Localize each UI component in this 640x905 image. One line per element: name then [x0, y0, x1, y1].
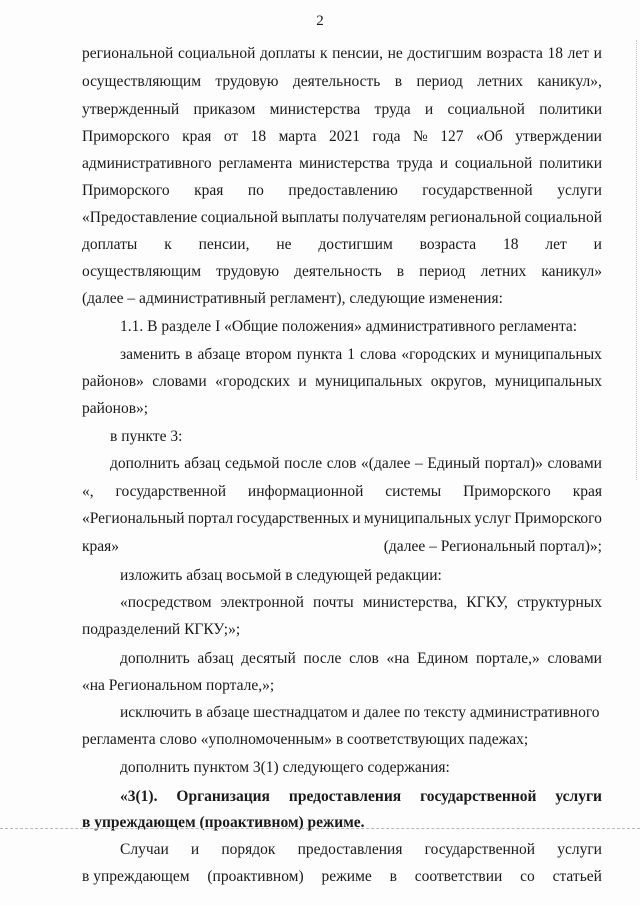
word: № [412, 128, 428, 145]
text-line: в упреждающем (проактивном) режиме. [82, 814, 365, 831]
word: услуги [557, 841, 602, 858]
text-line [82, 867, 602, 887]
word: в упреждающем [82, 868, 190, 885]
word: пенсии, [332, 45, 383, 62]
word: Приморского [82, 182, 170, 199]
word: после [303, 650, 342, 667]
word: и [424, 101, 434, 118]
word: «Об [475, 128, 503, 145]
word: и [298, 373, 307, 390]
word: летних [477, 73, 524, 90]
text-line [82, 154, 602, 174]
text-line: районов»; [82, 400, 149, 417]
text-line [120, 593, 602, 613]
text-line [82, 482, 602, 502]
word: получателям [342, 209, 427, 226]
word: заменить [120, 346, 181, 363]
word: административного [82, 155, 212, 172]
word: и [439, 155, 448, 172]
word: Едином [417, 650, 469, 667]
word: 18 [502, 236, 519, 253]
word: достигшим [318, 236, 393, 253]
word: слов [326, 455, 357, 472]
word: услуги [557, 182, 602, 199]
word: предоставлению [288, 182, 398, 199]
text-line [82, 372, 602, 392]
word: 127 [440, 128, 464, 145]
word: слова [360, 346, 397, 363]
word: соответствии [414, 868, 503, 885]
word: структурных [516, 594, 602, 611]
word: и [352, 510, 361, 527]
text-line: регламента слово «уполномоченным» в соответствующих падежах; [82, 731, 529, 748]
word: социальной [177, 45, 256, 62]
word: и [190, 841, 200, 858]
word: «(далее [361, 455, 411, 472]
word: (проактивном) [207, 868, 304, 885]
text-line [82, 509, 602, 529]
word: втором [245, 346, 292, 363]
word: государственной [424, 841, 536, 858]
word: марта [278, 128, 317, 145]
word: возраста [486, 45, 543, 62]
word: информационной [247, 483, 364, 500]
word: региональной [429, 209, 522, 226]
word: пункта [296, 346, 343, 363]
text-line: в пункте 3: [110, 428, 183, 445]
text-line: подразделений КГКУ;»; [82, 621, 241, 638]
word: социальной [200, 209, 279, 226]
word: государственной [422, 182, 533, 199]
word: «Региональный [82, 510, 185, 527]
word: регламента [218, 155, 293, 172]
word: 18 [547, 45, 563, 62]
word: труда [396, 155, 433, 172]
word: абзац [197, 650, 234, 667]
word: словами [547, 650, 602, 667]
word: Единый [427, 455, 481, 472]
word: системы [385, 483, 442, 500]
word: в [396, 263, 405, 280]
text-line [82, 537, 602, 557]
word: и [481, 346, 490, 363]
word: министерства [299, 155, 390, 172]
word: почты [313, 594, 354, 611]
word: деятельность [294, 263, 382, 280]
word: «городских [401, 346, 477, 363]
word: труда [374, 101, 411, 118]
word: 1 [347, 346, 356, 363]
text-line: дополнить пунктом 3(1) следующего содержания: [120, 759, 450, 776]
word: пенсии, [198, 236, 250, 253]
word: Приморского [82, 128, 170, 145]
word: Приморского [463, 483, 551, 500]
page-number: 2 [316, 13, 324, 29]
word: министерства [269, 101, 361, 118]
word: дополнить [110, 455, 180, 472]
word: края [194, 182, 224, 199]
word: к [319, 45, 328, 62]
text-line [120, 345, 602, 365]
word: и [593, 236, 602, 253]
word: «на [386, 650, 410, 667]
text-line [82, 208, 602, 228]
word: года [372, 128, 401, 145]
word: края [572, 483, 602, 500]
word: портал [187, 510, 234, 527]
text-line: 1.1. В разделе I «Общие положения» административного регламента: [120, 318, 578, 335]
text-line [82, 235, 602, 255]
word: в [389, 868, 397, 885]
word: районов» [82, 373, 144, 390]
word: лет [545, 236, 567, 253]
word: предоставления [288, 788, 402, 805]
text-line [120, 649, 602, 669]
word: политики [539, 155, 602, 172]
text-line: «на Региональном портале,»; [82, 677, 275, 694]
word: государственной [115, 483, 226, 500]
word: муниципальных [315, 373, 423, 390]
word: регионaльной [82, 45, 174, 62]
word: порядок [221, 841, 276, 858]
word: Организация [176, 788, 270, 805]
word: режиме [321, 868, 372, 885]
text-line [82, 44, 602, 64]
word: электронной [220, 594, 304, 611]
text-line [120, 787, 602, 807]
word: возраста [419, 236, 477, 253]
word: округов, [430, 373, 487, 390]
word: со [520, 868, 535, 885]
word: социальной [454, 155, 533, 172]
word: после [284, 455, 323, 472]
word: «, [82, 483, 94, 500]
text-line: исключить в абзаце шестнадцатом и далее по тексту административного [120, 704, 600, 721]
word: не [276, 236, 292, 253]
word: государственной [420, 788, 537, 805]
word: абзаце [197, 346, 241, 363]
word: деятельность [292, 73, 381, 90]
word: каникул», [537, 73, 602, 90]
word: 18 [250, 128, 267, 145]
word: приказом [193, 101, 256, 118]
word: выплаты [281, 209, 339, 226]
word: трудовую [215, 73, 279, 90]
word: статьей [552, 868, 602, 885]
text-line: изложить абзац восьмой в следующей редакции: [120, 567, 442, 584]
word: достигшим [407, 45, 482, 62]
word: государственных [236, 510, 350, 527]
word: и [593, 45, 602, 62]
word: «посредством [120, 594, 212, 611]
word: осуществляющим [82, 73, 202, 90]
text-line [120, 840, 602, 860]
text-line [110, 454, 602, 474]
word: «Предоставление [82, 209, 198, 226]
word: «городских [215, 373, 290, 390]
word: (далее – Региональный портал)»; [383, 538, 602, 555]
word: муниципальных [363, 510, 472, 527]
word: «3(1). [120, 788, 158, 805]
word: от [223, 128, 239, 145]
word: словами [547, 455, 602, 472]
scan-edge [635, 40, 637, 480]
text-line [82, 181, 602, 201]
word: период [419, 263, 466, 280]
word: социальной [524, 209, 602, 226]
word: министерства, [362, 594, 458, 611]
word: доплаты [260, 45, 316, 62]
word: абзац [184, 455, 221, 472]
word: утверждении [515, 128, 602, 145]
word: муниципальных [494, 373, 602, 390]
word: слов [349, 650, 379, 667]
word: дополнить [120, 650, 190, 667]
word: предоставления [297, 841, 403, 858]
word: муниципальных [494, 346, 602, 363]
word: – [414, 455, 423, 472]
word: доплаты [82, 236, 138, 253]
word: края [182, 128, 212, 145]
word: услуги [555, 788, 602, 805]
word: социальной [447, 101, 525, 118]
text-line [82, 127, 602, 147]
word: в [185, 346, 193, 363]
word: портале,» [475, 650, 540, 667]
word: десятый [241, 650, 296, 667]
word: словами [152, 373, 207, 390]
word: седьмой [224, 455, 280, 472]
word: период [416, 73, 463, 90]
word: не [387, 45, 403, 62]
word: к [164, 236, 172, 253]
word: края» [82, 538, 120, 555]
word: трудовую [216, 263, 280, 280]
text-line [82, 262, 602, 282]
word: политики [539, 101, 602, 118]
word: 2021 [329, 128, 361, 145]
word: лет [567, 45, 589, 62]
word: по [247, 182, 264, 199]
word: портал)» [484, 455, 543, 472]
word: утвержденный [82, 101, 180, 118]
text-line: (далее – административный регламент), следующие изменения: [82, 290, 503, 307]
word: Случаи [120, 841, 169, 858]
word: в [394, 73, 403, 90]
word: каникул» [541, 263, 602, 280]
word: летних [480, 263, 527, 280]
word: Приморского [514, 510, 602, 527]
text-line [82, 100, 602, 120]
word: КГКУ, [466, 594, 508, 611]
word: услуг [474, 510, 511, 527]
text-line [82, 72, 602, 92]
word: осуществляющим [82, 263, 202, 280]
scan-artifact-line [0, 828, 640, 829]
